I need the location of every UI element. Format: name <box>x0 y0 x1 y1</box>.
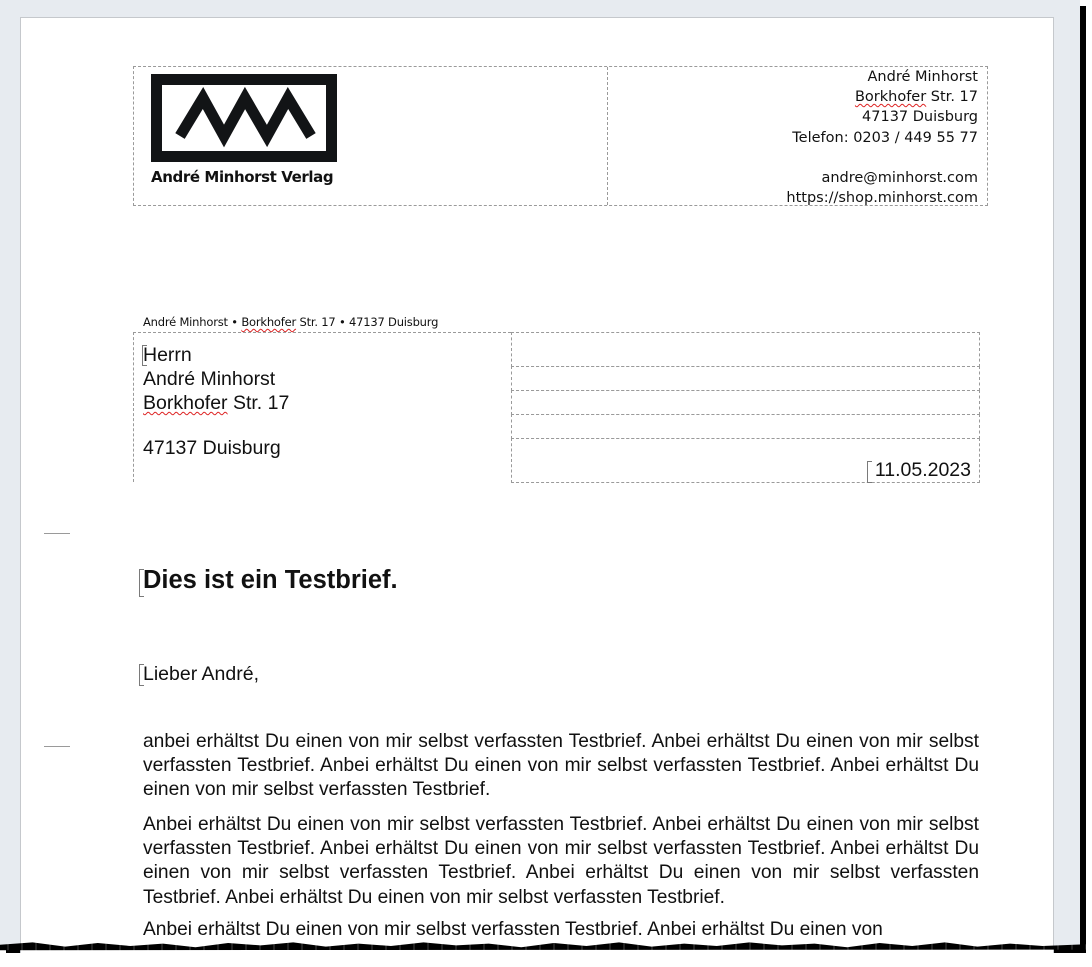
body-paragraph[interactable]: Anbei erhältst Du einen von mir selbst verfassten Testbrief. Anbei erhältst Du einen von <box>143 919 883 940</box>
spellcheck-word[interactable]: Borkhofer <box>241 315 297 329</box>
logo-caption: André Minhorst Verlag <box>151 168 334 186</box>
return-address-line: André Minhorst • Borkhofer Str. 17 • 47137 Duisburg <box>143 315 439 329</box>
letter-date: 11.05.2023 <box>874 459 971 481</box>
info-row[interactable] <box>511 332 980 367</box>
sender-city: 47137 Duisburg <box>862 109 978 126</box>
sender-phone: Telefon: 0203 / 449 55 77 <box>792 129 978 146</box>
letterhead-logo-cell[interactable] <box>134 67 608 205</box>
info-row[interactable] <box>511 390 980 415</box>
body-paragraph[interactable]: Anbei erhältst Du einen von mir selbst verfassten Testbrief. Anbei erhältst Du einen von mir selbst verfassten Testbrief. Anbei erhältst Du einen von mir selbst verfassten Testbrief. Anbei erhältst Du einen von mir selbst verfassten Testbrief. Anbei erhältst Du einen von mir selbst verfassten Testbrief. Anbei erhältst Du einen von mir selbst verfassten Testbrief. <box>143 814 979 908</box>
text-cursor-marker <box>867 461 872 483</box>
sender-street: Borkhofer Str. 17 <box>854 89 978 106</box>
letterhead-contact-cell[interactable] <box>786 67 978 208</box>
punch-mark <box>44 746 70 747</box>
recipient-address <box>143 343 289 460</box>
letter-subject[interactable]: Dies ist ein Testbrief. <box>143 566 398 594</box>
sender-website: https://shop.minhorst.com <box>786 190 978 207</box>
recipient-name: André Minhorst <box>143 368 276 390</box>
spellcheck-word[interactable]: Borkhofer <box>854 89 927 106</box>
recipient-city: 47137 Duisburg <box>143 437 281 459</box>
info-row-date[interactable] <box>511 438 980 483</box>
letter-salutation[interactable]: Lieber André, <box>143 663 260 685</box>
letterhead-table <box>133 66 988 206</box>
info-row[interactable] <box>511 414 980 439</box>
info-block-table <box>511 332 982 483</box>
fold-mark <box>44 533 70 534</box>
recipient-street: Borkhofer Str. 17 <box>143 392 290 414</box>
recipient-salutation-line: Herrn <box>143 344 192 366</box>
info-row[interactable] <box>511 366 980 391</box>
sender-email: andre@minhorst.com <box>821 169 978 186</box>
sender-name: André Minhorst <box>867 69 978 85</box>
spellcheck-word[interactable]: Borkhofer <box>143 392 228 414</box>
recipient-address-field[interactable] <box>133 332 511 482</box>
publisher-logo-icon <box>151 74 337 162</box>
body-paragraph[interactable]: anbei erhältst Du einen von mir selbst verfassten Testbrief. Anbei erhältst Du einen von mir selbst verfassten Testbrief. Anbei erhältst Du einen von mir selbst verfassten Testbrief. Anbei erhältst Du einen von mir selbst verfassten Testbrief. <box>143 731 979 801</box>
